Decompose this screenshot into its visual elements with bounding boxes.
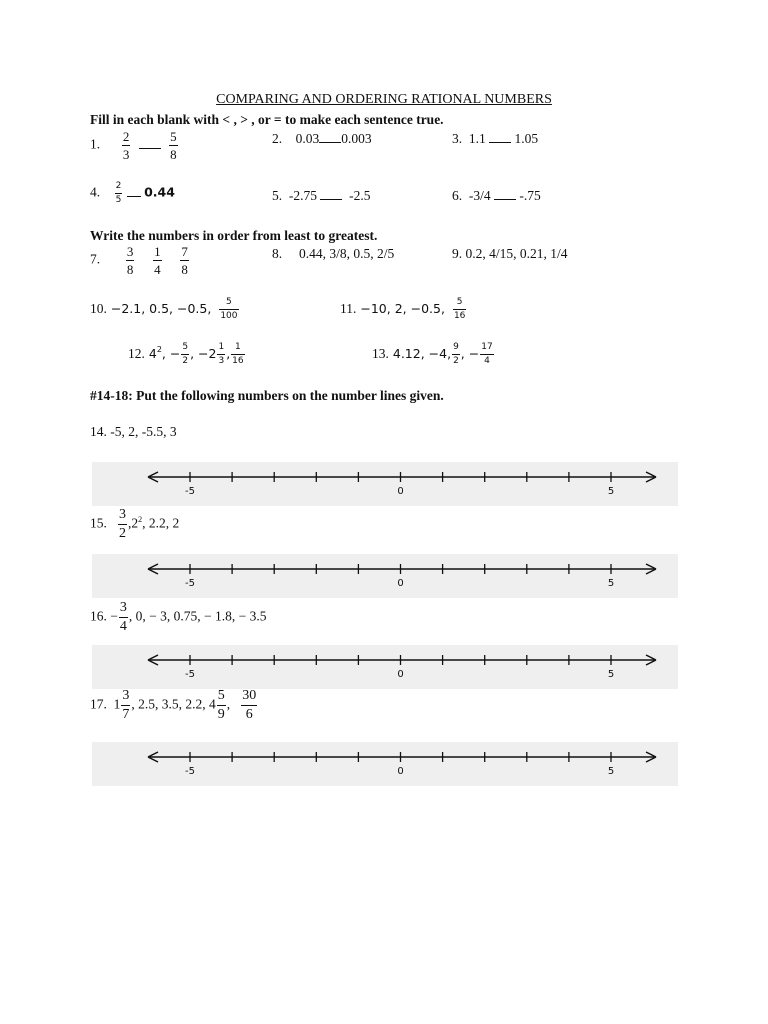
problem-17: 17. 1 $\frac{3}{7}$ , 2.5, 3.5, 2.2, 4 $\frac{5}{9}$ , $\frac{30}{6}$ [90,688,257,722]
page-title: COMPARING AND ORDERING RATIONAL NUMBERS [216,92,552,107]
problem-5: 5. -2.75 -2.5 [272,188,371,203]
problem-4: 4. $\frac{2}{5}$ 0.44 [90,181,175,205]
fraction: $\frac{5}{2}$ [182,342,189,366]
fraction: $\frac{5}{8}$ [170,129,177,162]
problem-1 [90,130,179,161]
fraction: $\frac{17}{4}$ [481,342,493,366]
answer-blank[interactable] [319,141,341,143]
tick-label-zero: 0 [397,766,404,777]
tick-label-right: 5 [607,578,615,589]
tick-label-left: -5 [185,669,195,680]
tick-label-zero: 0 [397,486,404,497]
problem-6: 6. -3/4 -.75 [452,188,541,203]
number-line-17[interactable] [92,742,678,786]
tick-label-left: -5 [185,578,195,589]
tick-label-right: 5 [607,766,615,777]
number-line-16[interactable] [92,645,678,689]
problem-13: 13. 4.12, −4, $\frac{9}{2}$ , − $\frac{17}{4}$ [372,342,493,366]
fraction: $\frac{30}{6}$ [242,688,257,722]
tick-label-left: -5 [185,766,195,777]
fraction: $\frac{1}{3}$ [218,342,225,366]
answer-blank[interactable] [139,147,161,149]
number-line-svg [92,645,678,689]
problem-3: 3. 1.1 1.05 [452,131,539,146]
fraction: $\frac{5}{100}$ [220,297,238,321]
problem-14: 14. -5, 2, -5.5, 3 [90,424,177,439]
problem-8: 8. 0.44, 3/8, 0.5, 2/5 [272,246,395,261]
fraction: $\frac{2}{3}$ [122,129,130,162]
problem-number: 1. [90,136,101,152]
answer-blank[interactable] [320,198,342,200]
problem-15: 15. $\frac{3}{2}$ $,2^2$, 2.2, 2 [90,507,180,541]
fraction: $\frac{2}{5}$ [115,181,122,205]
problem-9: 9. 0.2, 4/15, 0.21, 1/4 [452,246,568,261]
fraction: $\frac{1}{16}$ [232,342,244,366]
problem-16: 16. − $\frac{3}{4}$ , 0, − 3, 0.75, − 1.8, − 3.5 [90,600,267,634]
problem-7: 7. $\frac{3}{8}$ $\frac{1}{4}$ $\frac{7}{8}$ [90,244,188,277]
problem-12: 12. $4^2$, − $\frac{5}{2}$ , −2 $\frac{1}{3}$ , $\frac{1}{16}$ [128,342,244,366]
fraction: $\frac{7}{8}$ [181,244,188,277]
section1-instruction: Fill in each blank with < , > , or = to make each sentence true. [90,112,444,127]
number-line-15[interactable] [92,554,678,598]
number-line-svg [92,462,678,506]
tick-label-left: -5 [185,486,195,497]
answer-blank[interactable] [127,195,141,197]
fraction: $\frac{5}{9}$ [217,688,225,722]
fraction: $\frac{3}{4}$ [119,600,127,634]
fraction: $\frac{3}{2}$ [119,507,126,541]
fraction: $\frac{3}{7}$ [122,688,130,722]
tick-label-right: 5 [607,486,615,497]
answer-blank[interactable] [489,141,511,143]
tick-label-zero: 0 [397,669,404,680]
tick-label-right: 5 [607,669,615,680]
number-line-svg [92,554,678,598]
section3-instruction: #14-18: Put the following numbers on the number lines given. [90,388,444,403]
section2-instruction: Write the numbers in order from least to greatest. [90,228,378,243]
problem-2: 2. 0.03 0.003 [272,131,372,146]
fraction: $\frac{5}{16}$ [453,297,466,321]
number-line-14[interactable] [92,462,678,506]
number-line-svg [92,742,678,786]
tick-label-zero: 0 [397,578,404,589]
fraction: $\frac{3}{8}$ [126,244,134,277]
answer-blank[interactable] [494,198,516,200]
fraction: $\frac{9}{2}$ [453,342,459,366]
fraction: $\frac{1}{4}$ [154,244,161,277]
problem-11: 11. −10, 2, −0.5, $\frac{5}{16}$ [340,297,466,321]
problem-10: 10. −2.1, 0.5, −0.5, $\frac{5}{100}$ [90,297,238,321]
